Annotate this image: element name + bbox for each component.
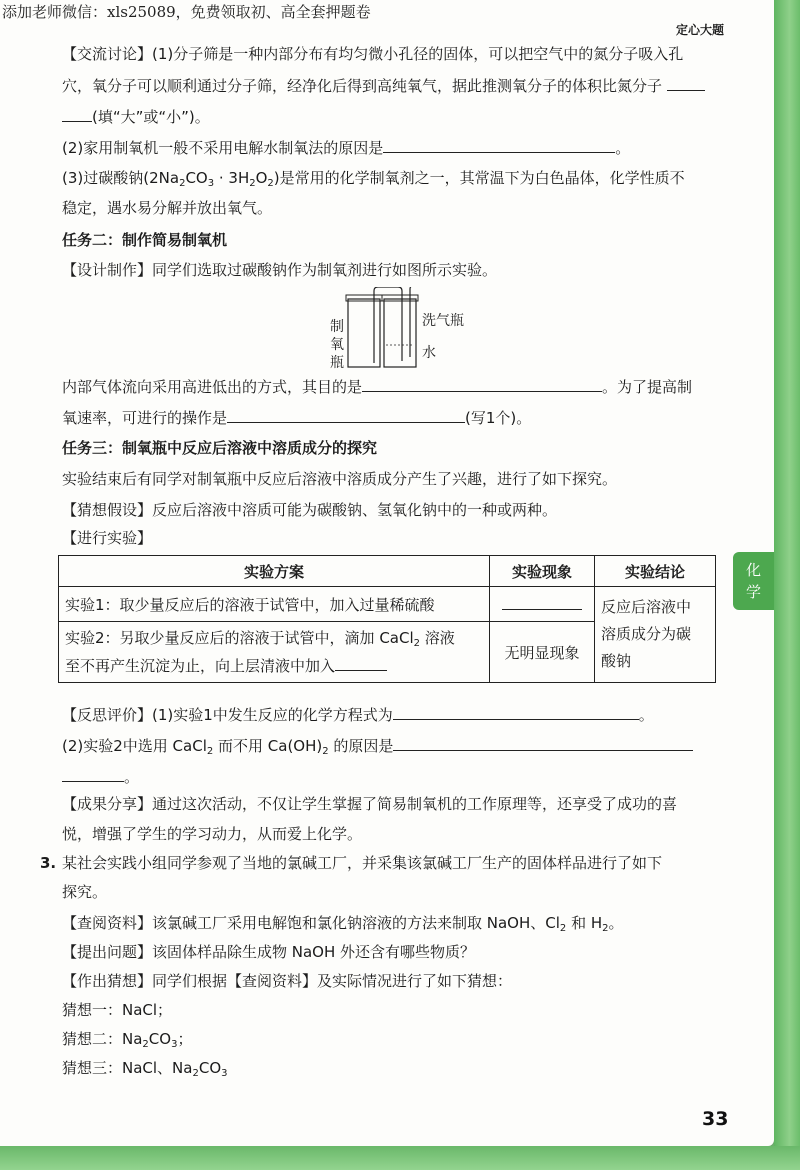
header-conclusion: 实验结论	[595, 556, 716, 587]
row1-phenomenon	[490, 587, 595, 622]
answer-blank[interactable]	[502, 594, 582, 610]
reflection-line-2: (2)实验2中选用 CaCl$_2$ 而不用 $Ca(OH)_2$ 的原因是	[62, 735, 693, 756]
connecting-tube	[374, 287, 402, 363]
share-line-1: 【成果分享】通过这次活动，不仅让学生掌握了简易制氧机的工作原理等，还享受了成功的喜	[62, 795, 678, 813]
answer-blank[interactable]	[393, 735, 693, 751]
q3-line-1: 某社会实践小组同学参观了当地的氯碱工厂，并采集该氯碱工厂生产的固体样品进行了如下	[62, 854, 663, 872]
outlet-tube	[410, 287, 418, 357]
question-3-number: 3.	[40, 854, 57, 872]
q3-guess-2: 猜想二：$Na_2CO_3$；	[62, 1030, 193, 1050]
table-header-row	[59, 556, 716, 587]
task3-intro: 实验结束后有同学对制氧瓶中反应后溶液中溶质成分产生了兴趣，进行了如下探究。	[62, 470, 618, 488]
answer-blank[interactable]	[227, 407, 465, 423]
task2-question-2: 氧速率，可进行的操作是 (写1个)。	[62, 409, 532, 427]
header-plan: 实验方案	[59, 556, 490, 587]
page-number: 33	[702, 1108, 729, 1130]
share-line-2: 悦，增强了学生的学习动力，从而爱上化学。	[62, 825, 363, 843]
q3-line-2: 探究。	[62, 883, 108, 901]
book-spine	[774, 0, 800, 1170]
apparatus-figure	[340, 287, 420, 371]
header-title: 定心大题	[676, 23, 725, 37]
task2-design: 【设计制作】同学们选取过碳酸钠作为制氧剂进行如图所示实验。	[62, 261, 498, 279]
table-row	[59, 587, 716, 622]
experiment-table	[58, 555, 716, 683]
gas-wash-bottle-cap	[382, 295, 418, 301]
conclusion-cell: 反应后溶液中 溶质成分为碳 酸钠	[595, 587, 716, 683]
discussion-line-3: (填“大”或“小”)。	[62, 106, 210, 127]
discussion-line-4: (2)家用制氧机一般不采用电解水制氧法的原因是 。	[62, 139, 631, 157]
row2-plan: 实验2：另取少量反应后的溶液于试管中，滴加 CaCl$_2$ 溶液 至不再产生沉淀为止，向上层清液中加入	[59, 622, 490, 683]
answer-blank[interactable]	[667, 75, 705, 91]
answer-blank[interactable]	[62, 106, 92, 122]
answer-blank[interactable]	[362, 376, 602, 392]
gas-wash-bottle-shape	[384, 299, 416, 367]
q3-guess-3: 猜想三：NaCl、$Na_2CO_3$	[62, 1059, 228, 1079]
task3-hypothesis: 【猜想假设】反应后溶液中溶质可能为碳酸钠、氢氧化钠中的一种或两种。	[62, 501, 558, 519]
discussion-line-2: 穴，氧分子可以顺利通过分子筛，经净化后得到高纯氧气，据此推测氧分子的体积比氮分子	[62, 75, 705, 96]
figure-label-oxygen-bottle: 制 氧 瓶	[330, 319, 344, 371]
subject-tab: 化 学	[733, 552, 774, 610]
row1-plan: 实验1：取少量反应后的溶液于试管中，加入过量稀硫酸	[59, 587, 490, 622]
oxygen-bottle-shape	[348, 299, 380, 367]
figure-label-gas-wash-bottle: 洗气瓶	[422, 313, 464, 329]
discussion-line-5: (3)过碳酸钠$(2Na_2CO_3 \cdot 3H_2O_2)$是常用的化学制氧剂之一，其常温下为白色晶体，化学性质不	[62, 169, 685, 189]
task3-experiment: 【进行实验】	[62, 529, 153, 547]
q3-material: 【查阅资料】该氯碱工厂采用电解饱和氯化钠溶液的方法来制取 NaOH、$Cl_2$ 和 $H_2$。	[62, 914, 624, 934]
q3-question: 【提出问题】该固体样品除生成物 NaOH 外还含有哪些物质？	[62, 943, 476, 961]
watermark: 添加老师微信：xls25089，免费领取初、高全套押题卷	[2, 3, 371, 21]
header-phenomenon: 实验现象	[490, 556, 595, 587]
reflection-line-1: 【反思评价】(1)实验1中发生反应的化学方程式为 。	[62, 706, 654, 724]
task2-title: 任务二：制作简易制氧机	[62, 231, 228, 249]
task2-question-1: 内部气体流向采用高进低出的方式，其目的是 。为了提高制	[62, 378, 693, 396]
figure-label-water: 水	[422, 345, 436, 361]
answer-blank[interactable]	[393, 704, 639, 720]
answer-blank[interactable]	[62, 766, 124, 782]
discussion-line-6: 稳定，遇水易分解并放出氧气。	[62, 199, 273, 217]
reflection-line-3: 。	[62, 766, 139, 787]
row2-phenomenon: 无明显现象	[490, 622, 595, 683]
q3-guess-intro: 【作出猜想】同学们根据【查阅资料】及实际情况进行了如下猜想：	[62, 972, 513, 990]
discussion-line-1: 【交流讨论】(1)分子筛是一种内部分布有均匀微小孔径的固体，可以把空气中的氮分子吸入孔	[62, 45, 684, 63]
answer-blank[interactable]	[383, 137, 615, 153]
answer-blank[interactable]	[335, 655, 387, 671]
task3-title: 任务三：制氧瓶中反应后溶液中溶质成分的探究	[62, 439, 378, 457]
bottom-edge	[0, 1146, 800, 1170]
oxygen-bottle-cap	[346, 295, 382, 301]
q3-guess-1: 猜想一：NaCl；	[62, 1001, 173, 1019]
